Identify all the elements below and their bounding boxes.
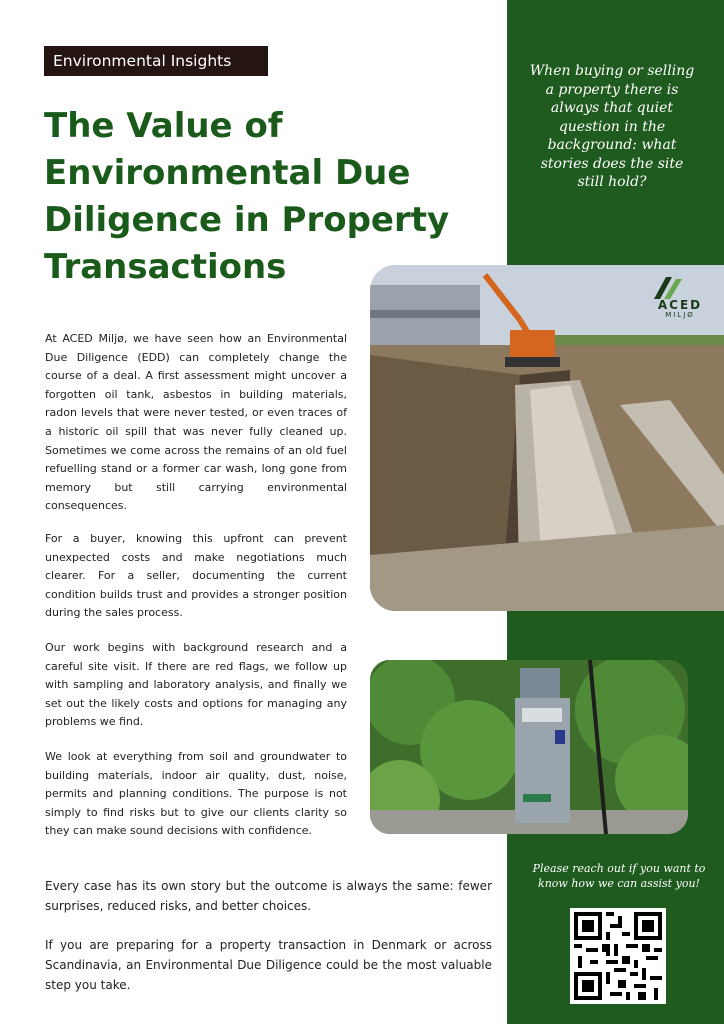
article-paragraph-2: For a buyer, knowing this upfront can prevent unexpected costs and make negotiations much clearer. For a seller, documenting the current condition builds trust and provides a stronger position during the sales process. xyxy=(45,532,347,620)
company-logo xyxy=(650,277,710,320)
article-paragraph-4: We look at everything from soil and groundwater to building materials, indoor air quality, dust, noise, permits and planning conditions. The purpose is not simply to find risks but to give our clients clarity so they can make sound decisions with confidence. xyxy=(45,750,347,838)
closing-paragraph-2: If you are preparing for a property transaction in Denmark or across Scandinavia, an Environmental Due Diligence could be the most valuable step you take. xyxy=(45,938,492,992)
sidebar-quote: When buying or selling a property there is always that quiet question in the background: what stories does the site still hold? xyxy=(529,63,695,190)
category-tag: Environmental Insights xyxy=(44,46,268,76)
contact-cta: Please reach out if you want to know how we can assist you! xyxy=(532,862,706,890)
qr-code-icon xyxy=(570,908,666,1004)
excavation-photo xyxy=(370,265,724,611)
qr-code[interactable] xyxy=(570,908,666,1004)
fuel-pump-photo xyxy=(370,660,688,834)
logo-mark-icon xyxy=(650,277,684,299)
article-paragraph-1: At ACED Miljø, we have seen how an Environmental Due Diligence (EDD) can completely change the course of a deal. A first assessment might uncover a forgotten oil tank, asbestos in building materials, radon levels that were never tested, or even traces of a historic oil spill that was never fully cleaned up. Sometimes we come across the remains of an old fuel refuelling stand or a former car wash, long gone from memory but still carrying environmental consequences. xyxy=(45,332,347,513)
logo-subtitle: MILJØ xyxy=(665,311,695,319)
article-paragraph-3: Our work begins with background research and a careful site visit. If there are red flags, we follow up with sampling and laboratory analysis, and finally we set out the likely costs and options for managing any problems we find. xyxy=(45,641,347,729)
closing-paragraph-1: Every case has its own story but the outcome is always the same: fewer surprises, reduced risks, and better choices. xyxy=(45,879,492,913)
logo-name: ACED xyxy=(657,298,703,312)
page-title: The Value of Environmental Due Diligence in Property Transactions xyxy=(44,106,450,287)
